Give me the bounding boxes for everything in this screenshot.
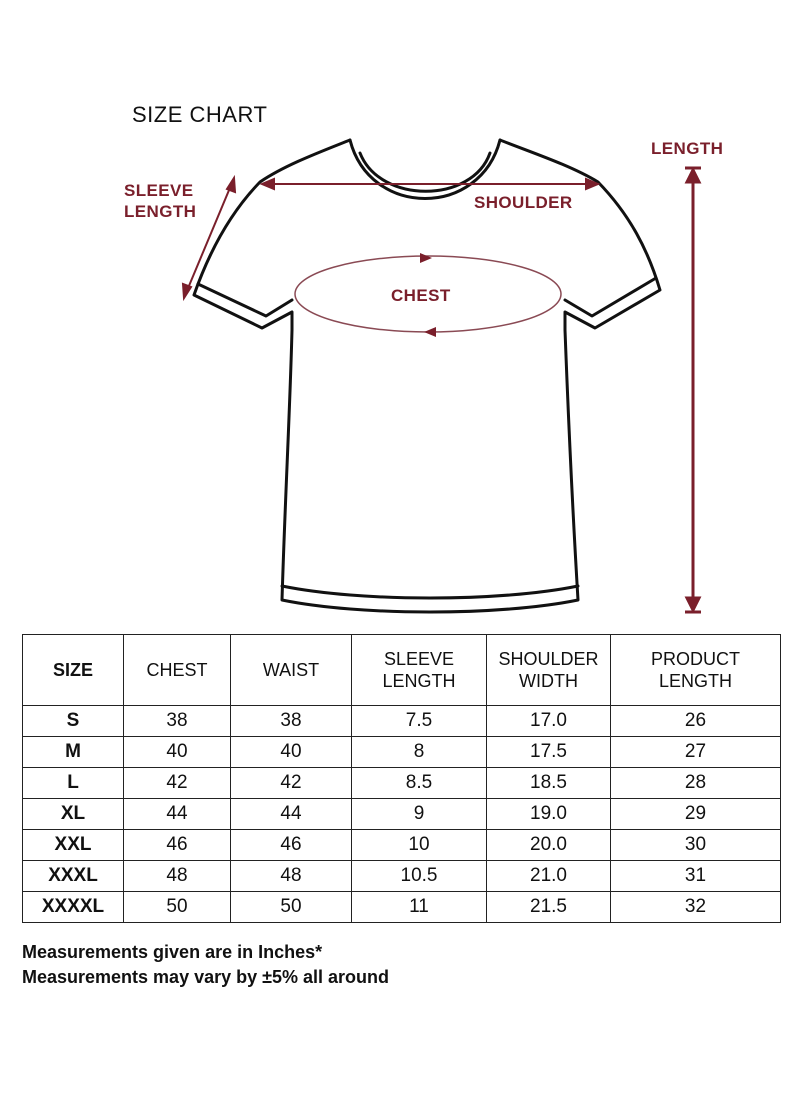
cell-chest: 42 [124, 768, 231, 799]
cell-size: XL [23, 799, 124, 830]
table-row [23, 830, 781, 861]
table-row [23, 892, 781, 923]
header-shoulder-width: SHOULDER WIDTH [487, 635, 611, 706]
header-size: SIZE [23, 635, 124, 706]
table-row [23, 706, 781, 737]
cell-product-length: 32 [611, 892, 781, 923]
cell-shoulder-width: 20.0 [487, 830, 611, 861]
cell-waist: 40 [231, 737, 352, 768]
cell-product-length: 27 [611, 737, 781, 768]
cell-product-length: 26 [611, 706, 781, 737]
cell-chest: 46 [124, 830, 231, 861]
cell-sleeve-length: 9 [352, 799, 487, 830]
cell-chest: 44 [124, 799, 231, 830]
tshirt-sleeve-hem-right [565, 278, 656, 316]
tshirt-sleeve-hem-left [198, 284, 292, 316]
cell-size: M [23, 737, 124, 768]
cell-sleeve-length: 8.5 [352, 768, 487, 799]
cell-product-length: 31 [611, 861, 781, 892]
cell-size: L [23, 768, 124, 799]
cell-chest: 40 [124, 737, 231, 768]
cell-sleeve-length: 10 [352, 830, 487, 861]
length-label: LENGTH [651, 139, 724, 158]
table-row [23, 861, 781, 892]
cell-waist: 46 [231, 830, 352, 861]
cell-product-length: 29 [611, 799, 781, 830]
cell-waist: 38 [231, 706, 352, 737]
header-product-length: PRODUCT LENGTH [611, 635, 781, 706]
cell-product-length: 28 [611, 768, 781, 799]
cell-chest: 50 [124, 892, 231, 923]
sleeve-label-line2: LENGTH [124, 202, 197, 221]
size-chart-title: SIZE CHART [132, 102, 268, 127]
tshirt-neckline-outer [350, 140, 500, 199]
length-arrow [685, 168, 701, 612]
note-units: Measurements given are in Inches* [22, 942, 323, 962]
cell-waist: 48 [231, 861, 352, 892]
note-variance: Measurements may vary by ±5% all around [22, 967, 390, 987]
cell-sleeve-length: 11 [352, 892, 487, 923]
cell-waist: 42 [231, 768, 352, 799]
cell-sleeve-length: 7.5 [352, 706, 487, 737]
cell-shoulder-width: 17.5 [487, 737, 611, 768]
header-sleeve-length: SLEEVE LENGTH [352, 635, 487, 706]
tshirt-body-outline [194, 140, 660, 612]
header-chest: CHEST [124, 635, 231, 706]
measurement-notes [22, 940, 389, 990]
cell-sleeve-length: 8 [352, 737, 487, 768]
cell-shoulder-width: 17.0 [487, 706, 611, 737]
cell-waist: 50 [231, 892, 352, 923]
size-table [22, 634, 781, 923]
chest-label: CHEST [391, 286, 451, 305]
cell-shoulder-width: 21.5 [487, 892, 611, 923]
cell-size: XXXL [23, 861, 124, 892]
size-table-header-row [23, 635, 781, 706]
cell-shoulder-width: 19.0 [487, 799, 611, 830]
header-waist: WAIST [231, 635, 352, 706]
shoulder-label: SHOULDER [474, 193, 573, 212]
cell-product-length: 30 [611, 830, 781, 861]
table-row [23, 737, 781, 768]
cell-waist: 44 [231, 799, 352, 830]
cell-chest: 48 [124, 861, 231, 892]
cell-shoulder-width: 18.5 [487, 768, 611, 799]
shoulder-arrow [262, 179, 598, 189]
cell-size: XXXXL [23, 892, 124, 923]
cell-sleeve-length: 10.5 [352, 861, 487, 892]
tshirt-bottom-hem [282, 586, 578, 598]
cell-shoulder-width: 21.0 [487, 861, 611, 892]
sleeve-length-label [124, 180, 196, 222]
cell-size: XXL [23, 830, 124, 861]
cell-size: S [23, 706, 124, 737]
table-row [23, 768, 781, 799]
cell-chest: 38 [124, 706, 231, 737]
sleeve-label-line1: SLEEVE [124, 181, 194, 200]
table-row [23, 799, 781, 830]
tshirt-outline [194, 140, 660, 612]
